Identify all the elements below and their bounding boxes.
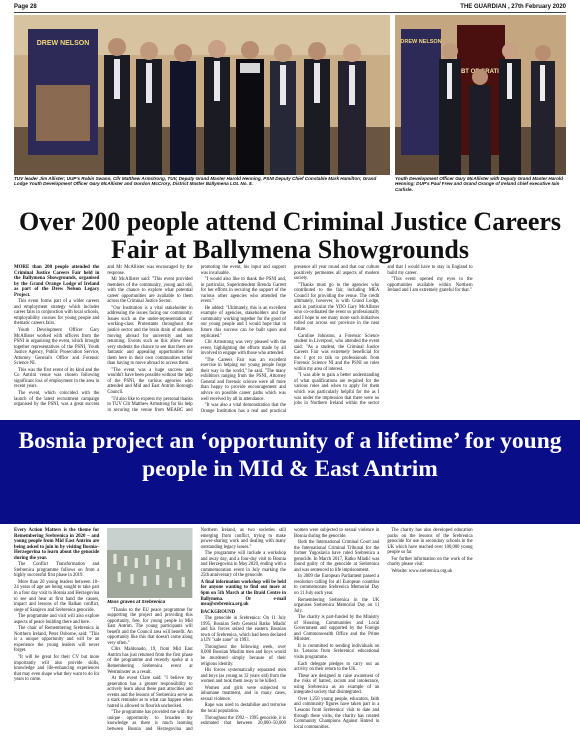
article1-paragraph: "It was also a vital demonstration that the Orange Institution has a real and practical presence all year round and that our culture positively permeates all aspects of modern society. — [200, 265, 380, 414]
article1-paragraph: "I would also like to thank the PSNI and, in particular, Superintendent Brenda Garrett for her efforts in securing the support of the various other agencies who attended the event." — [200, 277, 286, 305]
article2-paragraph: The genocide in Srebrenica: On 11 July 1995, Bosnian Serb General Ratko Mladić and his forces seized the eastern Bosnian town of Srebrenica, which had been declared a UN "safe zone" in 1993. — [200, 616, 286, 644]
article1-paragraph: "Thanks must go to the agencies who contributed to the fair, including MEA Council for providing the venue. The credit ultimately, however, is with Grand Lodge, and in particular the YDO Gary McAllister who co-ordinated the event so professionally and I hope to see many more such initiatives rolled out across our province in the near future. — [293, 282, 380, 333]
article2-paragraph: More than 20 young leaders between 18–24 years of age are being sought to take part in a four day visit to Bosnia and Herzegovina to see and hear at first hand the causes, impact and lessons of the Balkan conflict, siege of Sarajevo and Srebrenica genocide. — [14, 579, 100, 613]
info-workshop-notice: A final information workshop will be held for anyone wanting to find out more at 6pm on 5th March at the Braid Centre in Ballymena. Or e-mail mea@srebrenica.org.uk — [200, 579, 286, 608]
article2-paragraph: Rape was used to destabilise and terrorise the local population. — [200, 703, 286, 714]
mass-graves-caption: Mass graves at Srebrenica — [107, 599, 166, 604]
group-photo-right-image — [395, 15, 566, 175]
article1-paragraph: "The Careers Fair was an excellent exercise in helping our young people forge their way in the world," he said. "The many exhibitors ranging from the PSNI, Attorney General and forensic science were all more than happy to provide encouragement and advice on possible career paths which was well received by all in attendance. — [200, 357, 286, 402]
article2-paragraph: "It will be great for their CV but more importantly will also provide skills, knowledge and life-enhancing experiences that may even shape what they want to do for years to come. — [14, 655, 100, 683]
article2-paragraph: In 2009 the European Parliament passed a resolution calling for all European countries to commemorate Srebrenica Memorial Day on 11 July each year. — [293, 574, 380, 597]
article2-paragraph: For further information on the work of the charity please visit: — [387, 556, 473, 568]
banner-text-left: DREW NELSON — [36, 40, 90, 47]
article1-paragraph: Caroline Johnston, a Forensic Science student in Liverpool, who attended the event said: "As a student, the Criminal Justice Careers Fair was extremely beneficial for me. I got to talk to professionals from Forensic Science NI and the PSNI on roles within my area of interest. — [293, 333, 380, 372]
article1-paragraph: "The event was a huge success and wouldn't have been possible without the help of the PSNI, the various agencies who attended and Mid and East Antrim Borough Council. — [107, 367, 193, 396]
mass-graves-photo — [107, 528, 192, 605]
group-photo-left-image — [14, 15, 390, 175]
page-number: Page 28 — [14, 4, 37, 10]
page-header — [14, 2, 566, 12]
article2-lead: Every Action Matters is the theme for Remembering Srebrenica in 2020 – and young people from Mid East Antrim are being asked to join in by visiting Bosnia–Herzegovina to learn about the genocide during the year. — [14, 528, 100, 561]
article1-paragraph: This was the first event of its kind and the Co Antrim venue was chosen following significant loss of employment in the area in recent years. — [14, 367, 100, 390]
header-rule — [14, 12, 566, 13]
background-subhead: BACKGROUND — [200, 609, 236, 615]
article2-paragraph: The charity is part-funded by the Ministry of Housing, Communities and Local Government and supported by the Foreign and Commonwealth Office and the Prime Minister. — [293, 615, 380, 643]
article2-paragraph: These are designed to raise awareness of the risks of hatred, racism and intolerance, using Srebrenica as an example of an integrated society that disintegrated. — [293, 673, 380, 696]
article1-paragraph: "I was able to gain a better understanding of what qualifications are required for the various roles and when to apply for them which was particularly helpful for me as I was under the impression that there were no jobs in Northern Ireland within the sector and that I would have to stay in England to build my career. — [293, 265, 473, 407]
photo-caption-right: Youth Development Officer Gary McAllister with Deputy Grand Master Harold Henning; DUP's Paul Frew and Grand Orange of Ireland chief executive Iain Carlisle. — [395, 176, 563, 192]
article1-paragraph: "This event opened my eyes to the opportunities available within Northern Ireland and I am extremely grateful for that." — [387, 277, 473, 294]
group-photo-left — [14, 15, 390, 175]
headline-careers-fair: Over 200 people attend Criminal Justice Careers Fair at Ballymena Showgrounds — [18, 207, 562, 264]
article1-paragraph: The event, which coincided with the launch of the latest recruitment campaign organised by the PSNI, was a great success and Mr McAllister was encouraged by the response. — [14, 265, 193, 408]
article2-paragraph: "The programme has provided me with the unique opportunity to broaden my knowledge as there is much learning between Bosnia and Herzegovina and Northern Ireland, as two societies still emerging from conflict, trying to make power-sharing work and dealing with many outstanding legacy issues." — [107, 528, 286, 733]
article-careers-fair-body — [14, 265, 566, 415]
article2-paragraph: Both the International Criminal Court and the International Criminal Tribunal for the former Yugoslavia have ruled Srebrenica a genocide. In March 2017, Ratko Mladić was found guilty of the genocide at Srebrenica and was sentenced to life imprisonment. — [293, 540, 380, 573]
article1-lead: MORE than 200 people attended the Criminal Justice Careers Fair held in the Ballymena Showgrounds, organised by the Grand Orange Lodge of Ireland as part of the Drew Nelson Legacy Project. — [14, 265, 100, 298]
article1-paragraph: Youth Development Officer Gary McAllister worked with officers from the PSNI in organising the event, which brought together representatives of the PSNI, Youth Justice Agency, Public Prosecution Service, Attorney General's Office and Forensic Science NI. — [14, 328, 100, 367]
article2-paragraph: Each delegate pledges to carry out an activity on their return to the UK. — [293, 661, 380, 673]
article1-paragraph: "I'd also like to express my personal thanks to TUV Cllr Matthew Armstrong for his help in securing the venue from MEABC and promoting the event, his input and support was invaluable. — [107, 265, 286, 413]
debt-banner-text: GRATITUDE — [480, 69, 516, 75]
headline-bosnia-project: Bosnia project an ‘opportunity of a lifetime’ for young people in MId & East Antrim — [18, 428, 562, 482]
article1-paragraph: He added: "Ultimately, this is an excellent example of agencies, stakeholders and the community working together for the good of our young people and I would hope that in future this success can be built upon and replicated." — [200, 305, 286, 339]
article2-paragraph: The Conflict Transformation and Srebrenica programme follows on from a highly successful first phase in 2019. — [14, 562, 100, 579]
article2-paragraph: The charity has also developed education packs on the lessons of the Srebrenica genocide for use in secondary schools in the UK which have reached over 100,000 young people so far. — [387, 528, 473, 556]
article1-paragraph: Cllr Armstrong was very pleased with the event, highlighting the efforts made by all involved to engage with those who attended. — [200, 340, 286, 357]
charity-website[interactable]: Website: www.srebrenica.org.uk — [391, 568, 453, 574]
article1-paragraph: Mr McAllister said: "This event provided members of the community, young and old, with the chance to explore what potential career opportunities are available to them across the Criminal Justice Sector. — [107, 277, 193, 305]
article1-paragraph: "Our Institution is a vital stakeholder in addressing the issues facing our community. Issues such as the under-representation of working-class Protestants throughout the justice sector and the brain drain of students moving abroad for university and not returning. Events such as this allow these very students the chance to see that there are fantastic and appealing opportunities for them here in their own communities rather than having to move abroad to access them. — [107, 305, 193, 367]
article-bosnia-body — [14, 528, 566, 733]
article2-paragraph: Cllrs Maldonado, 19, from Mid East Antrim has just returned from the first phase of the programme and recently spoke at a Remembering Srebrenica event at Westminster as a result. — [107, 647, 193, 675]
photo-caption-left: TUV leader Jim Allister; UUP's Robin Swann, Cllr Matthew Armstrong, TUV, Deputy Grand Master Harold Henning, PSNI Deputy Chief Constable Mark Hamilton; Grand Lodge Youth Development Officer Gary McAllister and Gordon McCrory, District Master Ballymena LOL No. 8. — [14, 176, 377, 187]
article2-paragraph: At the event Clare said: "I believe my generation has a greater responsibility to actively learn about these past atrocities and events and the lessons of Srebrenica serve as a stark reminder as to what can happen when hatred is allowed to flourish unchecked. — [107, 676, 193, 709]
article2-paragraph: The programme and visit will also explore aspects of peace building there and here. — [14, 614, 100, 625]
banner-text-right: DREW NELSON — [400, 39, 442, 45]
article2-paragraph: It is committed to sending individuals on its 'Lessons from Srebrenica' educational visits programme. — [293, 643, 380, 661]
paper-date: THE GUARDIAN , 27th February 2020 — [460, 4, 566, 10]
article2-paragraph: Women and girls were subjected to inhumane treatment, and in many cases, sexual violence. — [200, 685, 286, 702]
article2-paragraph: Over 1,250 young people, educators, faith and community figures have taken part in a 'Lessons from Srebrenica' visit to date and through these visits, the charity has created Community Champions Against Hatred in local communities. — [293, 696, 380, 730]
article2-paragraph: "Thanks to the EU peace programme for supporting the project and providing this opportunity, free, for young people in Mid East Antrim. The young participants will benefit and the Council area will benefit. An opportunity like this that doesn't come along very often." — [107, 607, 193, 646]
article2-paragraph: His forces systematically separated men and boys (as young as 12 years old) from the women and took them away to be killed. — [200, 668, 286, 685]
article2-paragraph: The programme will include a workshop and away day, and a four-day visit to Bosnia and Herzegovina in May 2020, ending with a commemoration event in July marking the 25th anniversary of the genocide. — [200, 551, 286, 579]
article1-paragraph: This event forms part of a wider careers and employment strategy which includes career fairs in conjunction with local schools, employability courses for young people and thematic careers fairs. — [14, 299, 100, 327]
article2-paragraph: Throughout the following week, over 8,000 Bosnian Muslim men and boys would be murdered simply because of their religious identity. — [200, 644, 286, 667]
article2-paragraph: Throughout the 1992 – 1995 genocide, it is estimated that between 20,000–50,000 women were subjected to sexual violence in Bosnia during the genocide. — [200, 528, 380, 727]
group-photo-right — [395, 15, 566, 175]
mass-graves-image — [107, 528, 192, 598]
article2-paragraph: The chair of Remembering Srebrenica in Northern Ireland, Peter Osborne, said: "This is a unique opportunity and will be an experience the young leaders will never forget. — [14, 626, 100, 654]
article2-paragraph: Remembering Srebrenica in the UK organises Srebrenica Memorial Day on 11 July. — [293, 597, 380, 614]
